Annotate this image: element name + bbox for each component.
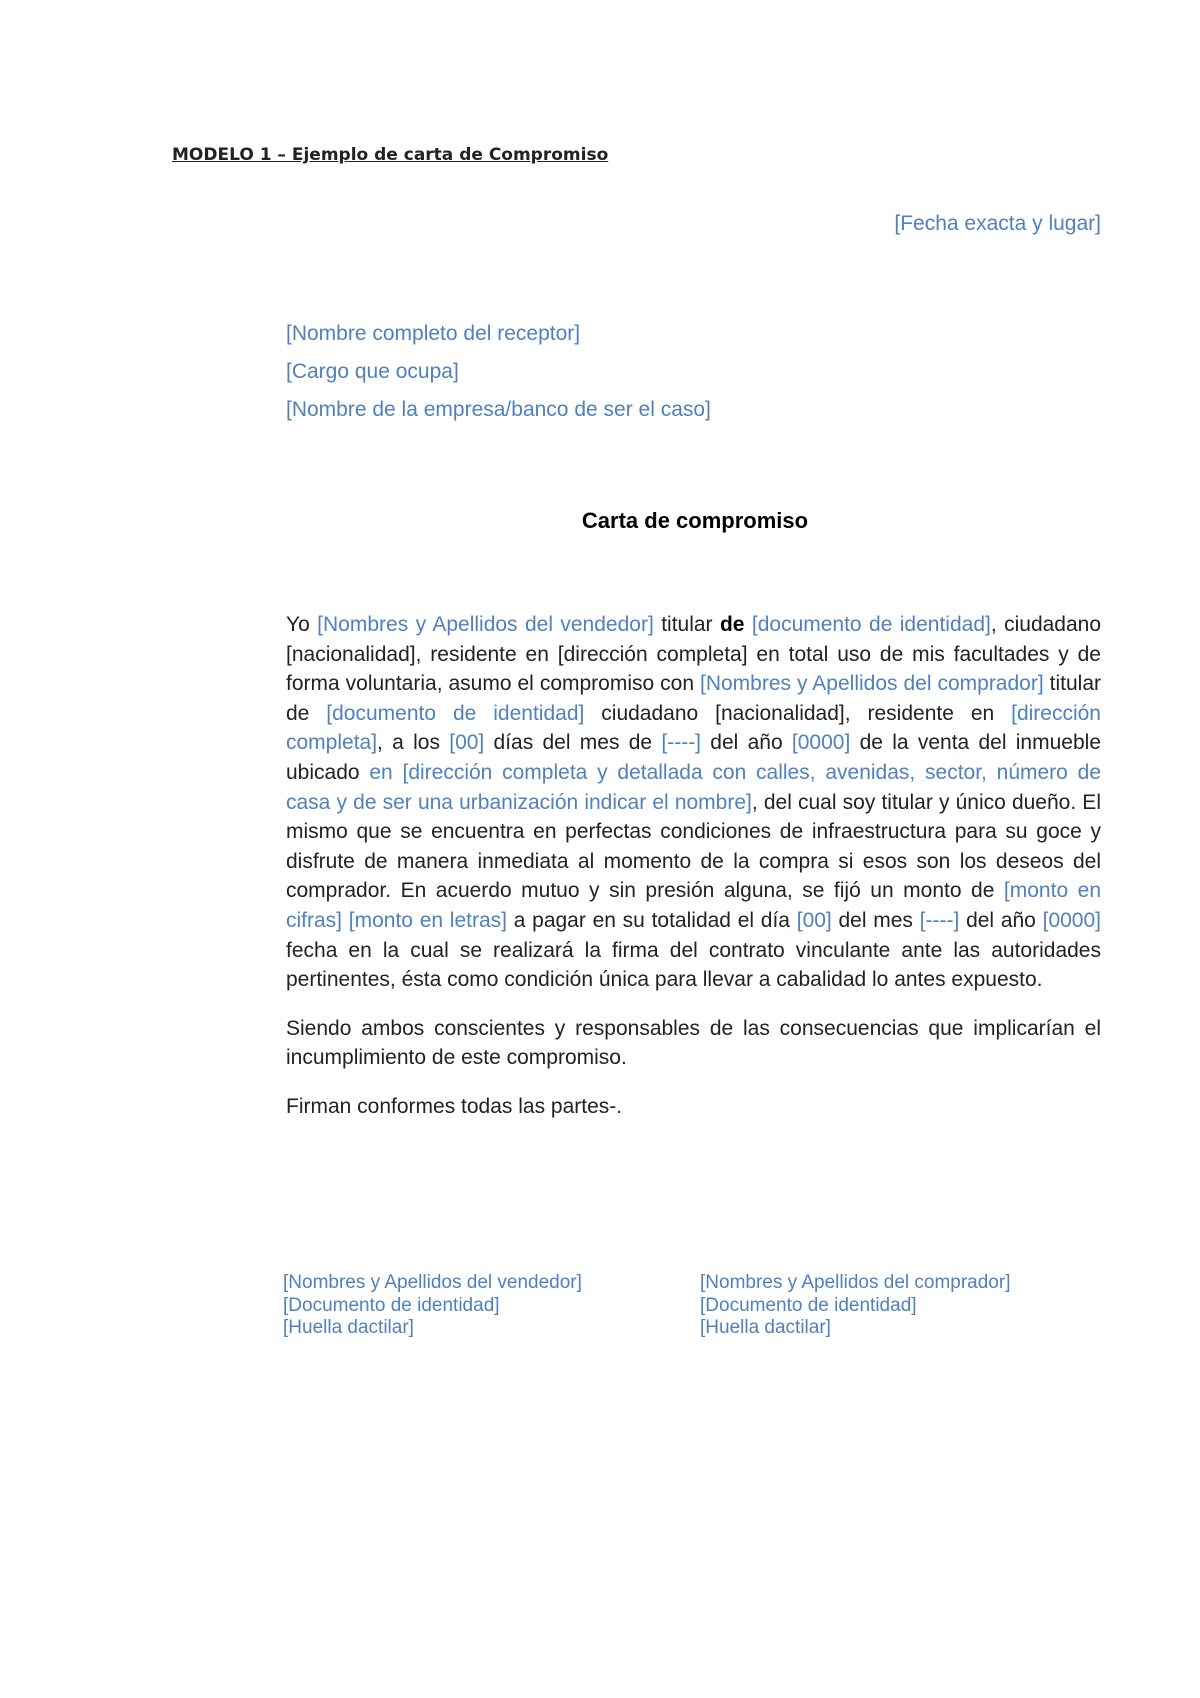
text-run xyxy=(342,909,349,932)
placeholder-run: [documento de identidad] xyxy=(326,701,585,725)
seller-fingerprint: [Huella dactilar] xyxy=(283,1317,414,1338)
placeholder-run: [dirección completa] xyxy=(286,701,1101,755)
recipient-company: [Nombre de la empresa/banco de ser el caso] xyxy=(286,398,711,421)
text-run: ciudadano [nacionalidad], residente en xyxy=(584,701,1012,725)
placeholder-run: [----] xyxy=(919,908,960,932)
letter-title: Carta de compromiso xyxy=(581,508,809,533)
text-run: fecha en la cual se realizará la firma del contrato vinculante ante las autoridades pertinentes, ésta como condición única para llevar a cabalidad lo antes expuesto. xyxy=(286,938,1101,992)
recipient-name: [Nombre completo del receptor] xyxy=(286,322,581,345)
text-run: , del cual soy titular y único dueño. El mismo que se encuentra en perfectas condiciones de infraestructura para su goce y disfrute de manera inmediata al momento de la compra si esos son los deseos del comprador. En acuerdo mutuo y sin presión alguna, se fijó un monto de xyxy=(286,790,1101,903)
placeholder-run: [monto en letras] xyxy=(348,908,507,932)
placeholder-run: [00] xyxy=(796,908,832,932)
buyer-id: [Documento de identidad] xyxy=(700,1294,917,1316)
text-run: de la venta del inmueble ubicado xyxy=(286,731,1101,784)
placeholder-run: [----] xyxy=(661,731,702,755)
seller-name: [Nombres y Apellidos del vendedor] xyxy=(283,1272,582,1293)
letter-body xyxy=(286,610,1101,1141)
placeholder-run: [00] xyxy=(449,731,485,755)
placeholder-run: [0000] xyxy=(791,731,851,755)
text-run: del año xyxy=(959,908,1043,932)
text-run: titular de xyxy=(286,672,1102,725)
text-run: titular xyxy=(653,613,720,636)
placeholder-run: [0000] xyxy=(1042,908,1101,932)
text-run: del año xyxy=(701,731,792,755)
placeholder-run: en [dirección completa y detallada con calles, avenidas, sector, número de casa y de ser una urbanización indicar el nombre] xyxy=(286,760,1101,814)
bold-run: de xyxy=(719,613,745,636)
date-place: [Fecha exacta y lugar] xyxy=(894,212,1101,235)
body-paragraph-1 xyxy=(286,610,1101,995)
placeholder-run: [Nombres y Apellidos del comprador] xyxy=(699,672,1044,696)
text-run: Yo xyxy=(286,613,318,636)
body-paragraph-3: Firman conformes todas las partes-. xyxy=(286,1094,623,1118)
buyer-signature-block xyxy=(700,1272,1010,1340)
text-run xyxy=(744,613,751,636)
buyer-fingerprint: [Huella dactilar] xyxy=(700,1317,831,1338)
recipient-block xyxy=(286,320,711,434)
placeholder-run: [monto en cifras] xyxy=(286,879,1101,932)
model-heading: MODELO 1 – Ejemplo de carta de Compromiso xyxy=(172,145,609,165)
text-run: días del mes de xyxy=(484,731,662,755)
text-run: del mes xyxy=(831,908,920,932)
buyer-name: [Nombres y Apellidos del comprador] xyxy=(700,1272,1011,1293)
placeholder-run: [documento de identidad] xyxy=(751,613,991,636)
text-run: , ciudadano [nacionalidad], residente en [dirección completa] en total uso de mis facultades y de forma voluntaria, asumo el compromiso con xyxy=(286,613,1102,696)
body-paragraph-2: Siendo ambos conscientes y responsables de las consecuencias que implicarían el incumplimiento de este compromiso. xyxy=(286,1016,1101,1070)
recipient-position: [Cargo que ocupa] xyxy=(286,360,459,383)
seller-signature-block xyxy=(283,1272,582,1340)
placeholder-run: [Nombres y Apellidos del vendedor] xyxy=(317,613,654,636)
text-run: a pagar en su totalidad el día xyxy=(506,908,797,932)
text-run: , a los xyxy=(377,731,450,755)
seller-id: [Documento de identidad] xyxy=(283,1294,500,1316)
